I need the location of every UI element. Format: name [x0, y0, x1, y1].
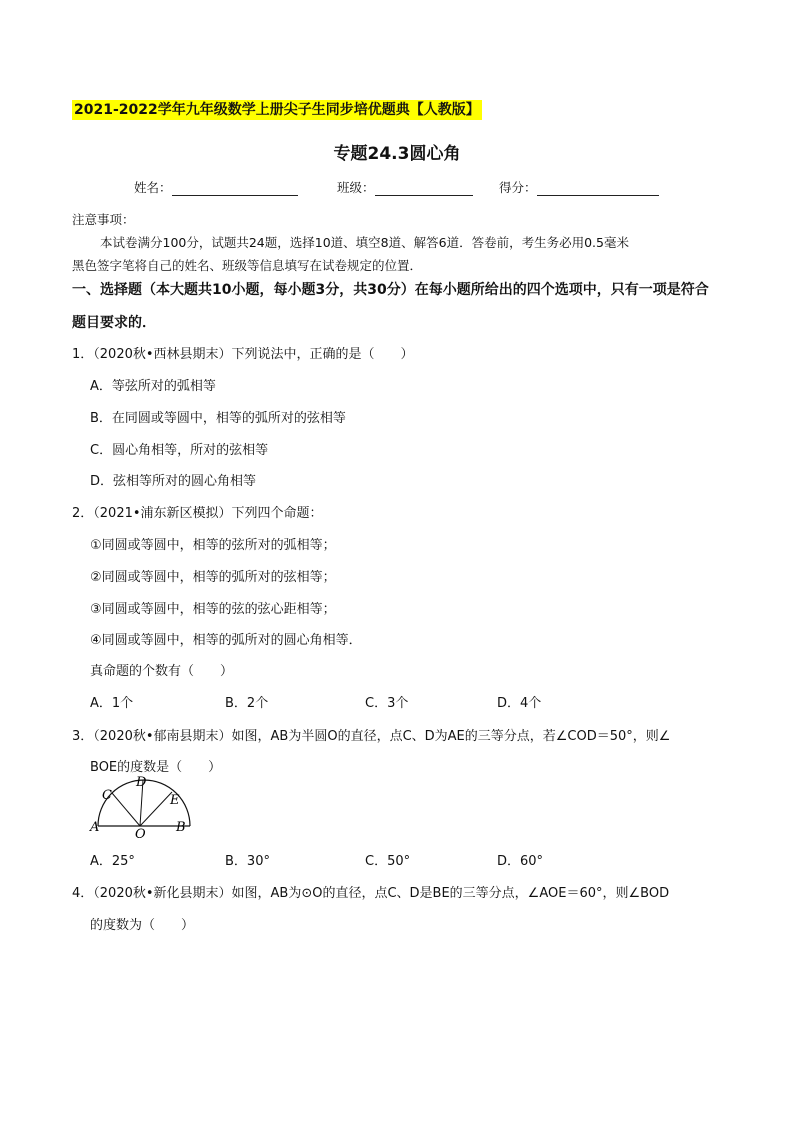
q3-radius-oe — [140, 792, 172, 826]
q3-radius-oc — [112, 793, 140, 826]
q1-option-a: A．等弦所对的弧相等 — [90, 379, 216, 394]
q3-option-d: D．60° — [497, 854, 544, 869]
q2-item-2: ②同圆或等圆中，相等的弧所对的弦相等； — [90, 570, 336, 585]
class-label: 班级： — [337, 180, 375, 195]
q3-option-a: A．25° — [90, 854, 135, 869]
q3-semicircle-figure — [82, 772, 192, 844]
q3-option-b: B．30° — [225, 854, 270, 869]
q1-option-d: D．弦相等所对的圆心角相等 — [90, 474, 257, 489]
q1-stem: 1．（2020秋•西林县期末）下列说法中，正确的是（ ） — [72, 347, 414, 362]
q3-stem-line2: BOE的度数是（ ） — [90, 760, 222, 775]
notice-heading: 注意事项： — [72, 212, 135, 227]
q2-option-d: D．4个 — [497, 696, 542, 711]
q2-option-b: B．2个 — [225, 696, 269, 711]
page-title: 专题24.3圆心角 — [333, 144, 461, 164]
score-blank — [537, 183, 659, 196]
class-blank — [375, 183, 473, 196]
q2-item-1: ①同圆或等圆中，相等的弦所对的弧相等； — [90, 538, 336, 553]
q3-label-d: D — [136, 775, 147, 790]
name-blank — [172, 183, 298, 196]
q3-label-e: E — [170, 793, 180, 808]
class-field — [337, 178, 473, 196]
notice-line2: 黑色签字笔将自己的姓名、班级等信息填写在试卷规定的位置． — [72, 258, 423, 273]
q2-item-4: ④同圆或等圆中，相等的弧所对的圆心角相等． — [90, 633, 362, 648]
name-label: 姓名： — [134, 180, 172, 195]
q2-item-3: ③同圆或等圆中，相等的弦的弦心距相等； — [90, 602, 336, 617]
q1-option-c: C．圆心角相等，所对的弦相等 — [90, 443, 269, 458]
q1-option-b: B．在同圆或等圆中，相等的弧所对的弦相等 — [90, 411, 346, 426]
q3-label-o: O — [135, 827, 146, 842]
q3-option-c: C．50° — [365, 854, 411, 869]
score-field — [499, 178, 659, 196]
q3-label-b: B — [176, 820, 186, 835]
q2-option-c: C．3个 — [365, 696, 409, 711]
q4-stem-line1: 4．（2020秋•新化县期末）如图，AB为⊙O的直径，点C、D是BE的三等分点，∠AOE＝60°，则∠BOD — [72, 886, 670, 901]
notice-line1: 本试卷满分100分，试题共24题，选择10道、填空8道、解答6道．答卷前，考生务必用0.5毫米 — [100, 235, 629, 250]
section1-line2: 题目要求的． — [72, 315, 156, 331]
series-header: 2021-2022学年九年级数学上册尖子生同步培优题典【人教版】 — [74, 102, 480, 118]
q3-label-c: C — [102, 788, 112, 803]
q2-stem: 2．（2021•浦东新区模拟）下列四个命题： — [72, 506, 323, 521]
section1-line1: 一、选择题（本大题共10小题，每小题3分，共30分）在每小题所给出的四个选项中，只有一项是符合 — [72, 282, 709, 298]
score-label: 得分： — [499, 180, 537, 195]
q2-question: 真命题的个数有（ ） — [90, 664, 234, 679]
name-field — [134, 178, 298, 196]
q4-stem-line2: 的度数为（ ） — [90, 918, 195, 933]
q2-option-a: A．1个 — [90, 696, 134, 711]
q3-label-a: A — [90, 820, 100, 835]
q3-stem-line1: 3．（2020秋•郁南县期末）如图，AB为半圆O的直径，点C、D为AE的三等分点，若∠COD＝50°，则∠ — [72, 729, 671, 744]
